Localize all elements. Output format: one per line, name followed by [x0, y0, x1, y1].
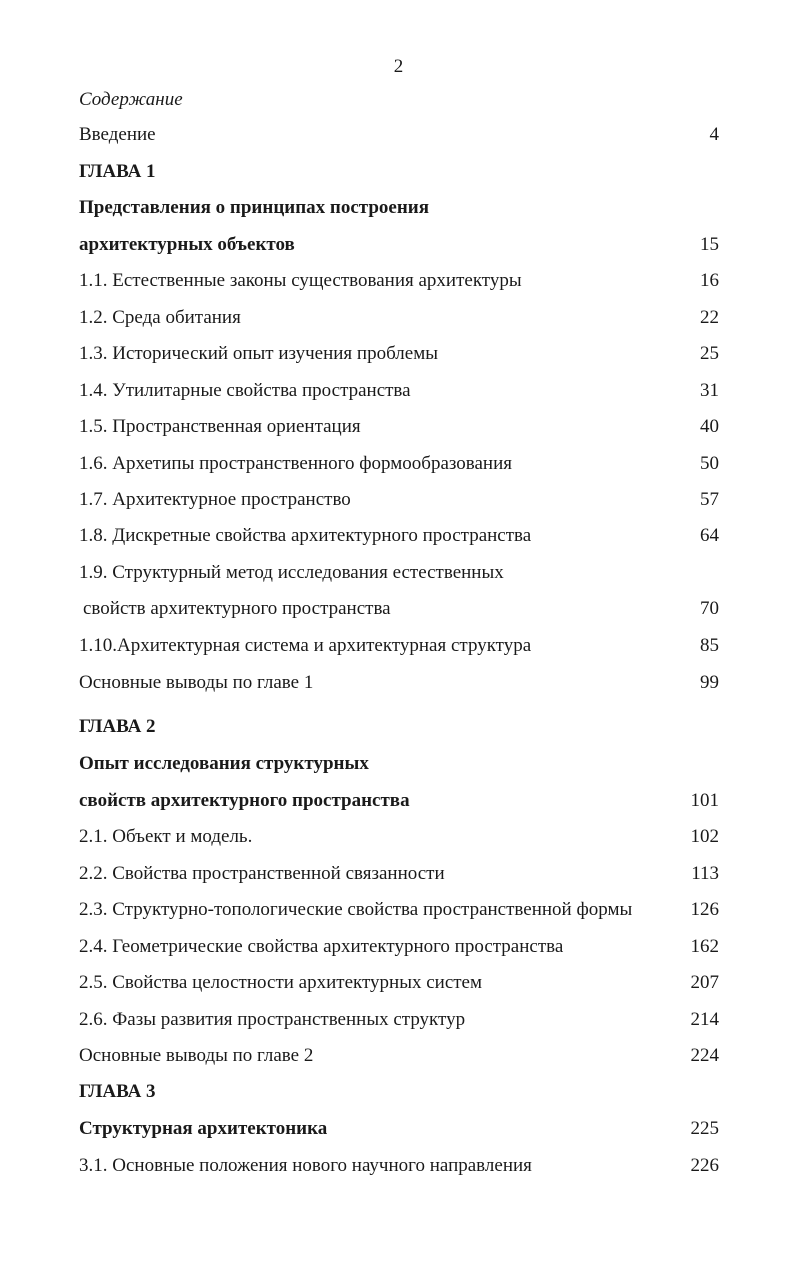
toc-entry-title: ГЛАВА 1: [79, 161, 156, 182]
toc-entry-title: 2.2. Свойства пространственной связанности: [79, 863, 445, 884]
toc-entry-title: 1.5. Пространственная ориентация: [79, 416, 361, 437]
toc-entry-title: Представления о принципах построения: [79, 197, 430, 218]
toc-entry-1-4: [79, 376, 719, 402]
toc-entry-page: 40: [700, 416, 719, 437]
toc-entry-title: 2.5. Свойства целостности архитектурных систем: [79, 972, 483, 993]
toc-entry-page: 224: [690, 1045, 719, 1066]
toc-entry-page: 102: [690, 826, 719, 847]
toc-entry-1-7: [79, 485, 719, 511]
toc-entry-page: 225: [690, 1118, 719, 1139]
toc-entry-2-1: [79, 822, 719, 848]
toc-entry-page: 50: [700, 453, 719, 474]
toc-chapter-2-title-line-2: [79, 786, 719, 812]
toc-entry-title: свойств архитектурного пространства: [83, 598, 391, 619]
toc-entry-chapter-1-conclusions: [79, 668, 719, 694]
toc-entry-page: 207: [690, 972, 719, 993]
toc-entry-title: 2.6. Фазы развития пространственных структур: [79, 1009, 466, 1030]
toc-entry-title: 1.6. Архетипы пространственного формообразования: [79, 453, 513, 474]
toc-entry-introduction: [79, 120, 719, 146]
toc-entry-page: 16: [700, 270, 719, 291]
toc-entry-title: 2.4. Геометрические свойства архитектурного пространства: [79, 936, 564, 957]
toc-entry-title: 2.1. Объект и модель.: [79, 826, 253, 847]
toc-entry-3-1: [79, 1151, 719, 1177]
toc-entry-1-10: [79, 631, 719, 657]
toc-entry-2-5: [79, 968, 719, 994]
toc-entry-page: 101: [690, 790, 719, 811]
toc-chapter-1-label: [79, 157, 719, 183]
toc-entry-page: 64: [700, 525, 719, 546]
toc-entry-title: ГЛАВА 3: [79, 1081, 156, 1102]
toc-entry-page: 126: [690, 899, 719, 920]
toc-entry-1-8: [79, 521, 719, 547]
toc-chapter-1-title-line-1: [79, 193, 719, 219]
toc-entry-title: 1.4. Утилитарные свойства пространства: [79, 380, 411, 401]
toc-entry-2-6: [79, 1005, 719, 1031]
toc-entry-page: 214: [690, 1009, 719, 1030]
toc-entry-page: 70: [700, 598, 719, 619]
toc-entry-1-2: [79, 303, 719, 329]
toc-entry-2-4: [79, 932, 719, 958]
toc-entry-title: архитектурных объектов: [79, 234, 295, 255]
toc-entry-1-9-line-1: [79, 558, 719, 584]
toc-entry-1-3: [79, 339, 719, 365]
toc-entry-page: 31: [700, 380, 719, 401]
toc-entry-title: 1.9. Структурный метод исследования естественных: [79, 562, 504, 583]
toc-heading: Содержание: [79, 89, 183, 110]
toc-entry-title: свойств архитектурного пространства: [79, 790, 410, 811]
toc-entry-title: Введение: [79, 124, 156, 145]
toc-entry-page: 85: [700, 635, 719, 656]
toc-entry-title: Структурная архитектоника: [79, 1118, 328, 1139]
toc-entry-chapter-2-conclusions: [79, 1041, 719, 1067]
toc-entry-1-1: [79, 266, 719, 292]
toc-entry-2-2: [79, 859, 719, 885]
toc-chapter-2-title-line-1: [79, 749, 719, 775]
toc-entry-title: Основные выводы по главе 1: [79, 672, 314, 693]
toc-entry-page: 162: [690, 936, 719, 957]
toc-entry-title: Основные выводы по главе 2: [79, 1045, 314, 1066]
toc-entry-title: 1.7. Архитектурное пространство: [79, 489, 351, 510]
toc-entry-title: 1.3. Исторический опыт изучения проблемы: [79, 343, 438, 364]
toc-entry-page: 4: [709, 124, 719, 145]
toc-entry-1-9-line-2: [79, 594, 719, 620]
toc-entry-page: 113: [691, 863, 719, 884]
toc-entry-title: 3.1. Основные положения нового научного направления: [79, 1155, 532, 1176]
toc-entry-1-6: [79, 449, 719, 475]
toc-entry-page: 15: [700, 234, 719, 255]
toc-entry-title: 1.8. Дискретные свойства архитектурного пространства: [79, 525, 532, 546]
toc-chapter-1-title-line-2: [79, 230, 719, 256]
toc-entry-page: 57: [700, 489, 719, 510]
toc-entry-page: 22: [700, 307, 719, 328]
toc-chapter-3-label: [79, 1077, 719, 1103]
toc-entry-title: 1.1. Естественные законы существования архитектуры: [79, 270, 522, 291]
toc-entry-2-3: [79, 895, 719, 921]
toc-entry-page: 226: [690, 1155, 719, 1176]
toc-entry-page: 99: [700, 672, 719, 693]
page-number: 2: [393, 56, 404, 77]
toc-entry-title: 1.2. Среда обитания: [79, 307, 241, 328]
toc-entry-title: 2.3. Структурно-топологические свойства пространственной формы: [79, 899, 633, 920]
toc-entry-title: 1.10.Архитектурная система и архитектурная структура: [79, 635, 532, 656]
toc-entry-title: ГЛАВА 2: [79, 716, 156, 737]
toc-chapter-2-label: [79, 712, 719, 738]
toc-entry-page: 25: [700, 343, 719, 364]
toc-chapter-3-title: [79, 1114, 719, 1140]
toc-entry-1-5: [79, 412, 719, 438]
toc-entry-title: Опыт исследования структурных: [79, 753, 369, 774]
